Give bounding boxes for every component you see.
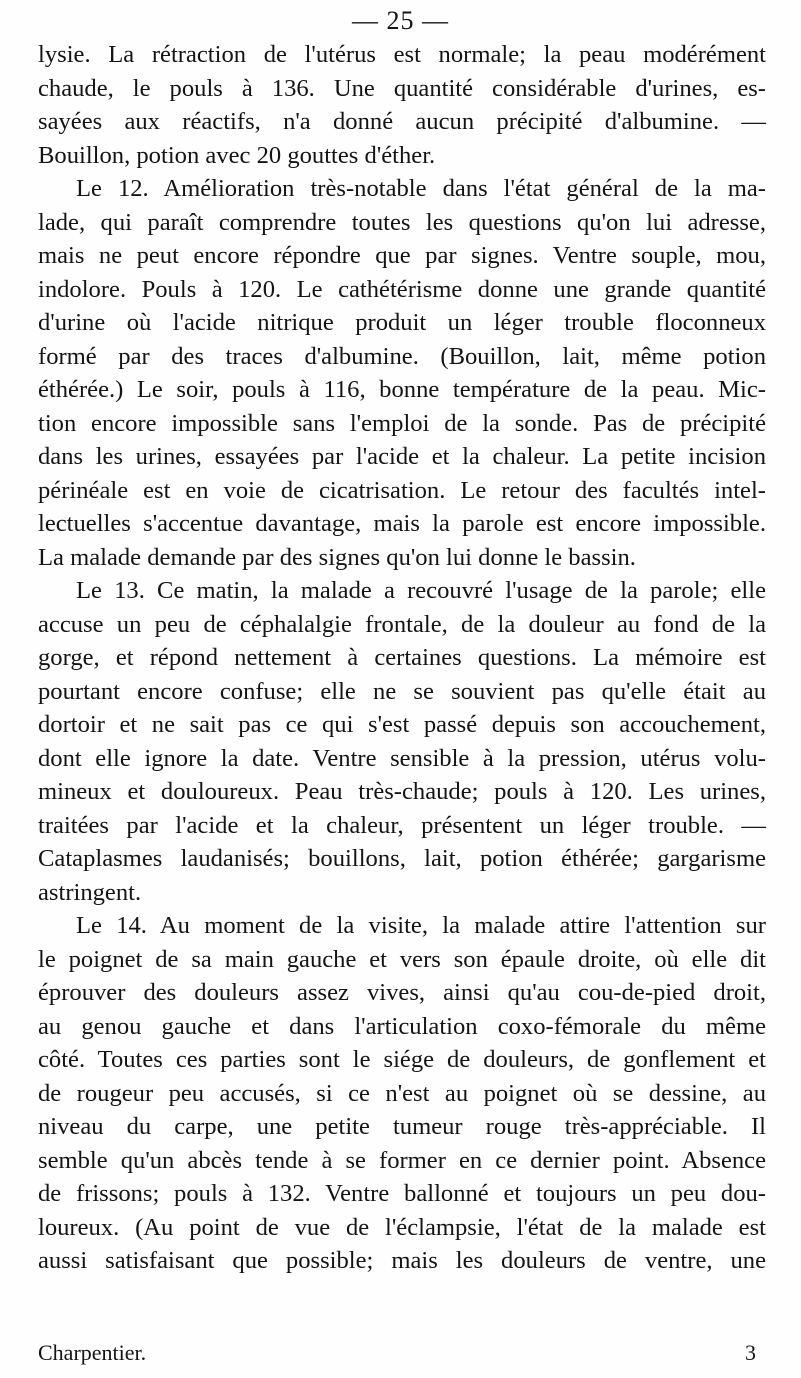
text-line: Bouillon, potion avec 20 gouttes d'éther. [38, 141, 436, 169]
text-line: niveau du carpe, une petite tumeur rouge très-appréciable. Il [38, 1113, 766, 1140]
text-line: lysie. La rétraction de l'utérus est normale; la peau modérément [38, 41, 766, 68]
text-line: aussi satisfaisant que possible; mais les douleurs de ventre, une [38, 1247, 766, 1274]
text-line: pourtant encore confuse; elle ne se souvient pas qu'elle était au [38, 677, 766, 705]
sheet-number: 3 [745, 1340, 756, 1365]
text-line: lectuelles s'accentue davantage, mais la parole est encore impossible. [38, 510, 766, 537]
text-line: dans les urines, essayées par l'acide et la chaleur. La petite incision [38, 443, 766, 470]
text-line: mineux et douloureux. Peau très-chaude; pouls à 120. Les urines, [38, 778, 766, 805]
text-line: astringent. [38, 878, 142, 906]
text-line: Le 13. Ce matin, la malade a recouvré l'usage de la parole; elle [76, 577, 766, 604]
signature-mark: Charpentier. [38, 1340, 147, 1365]
text-line: au genou gauche et dans l'articulation coxo-fémorale du même [38, 1012, 766, 1040]
page-footer [38, 1338, 766, 1368]
text-line: dortoir et ne sait pas ce qui s'est passé depuis son accouchement, [38, 711, 766, 738]
body-text [38, 38, 766, 1278]
text-line: Le 12. Amélioration très-notable dans l'état général de la ma- [76, 175, 766, 202]
text-line: sayées aux réactifs, n'a donné aucun précipité d'albumine. — [38, 108, 766, 135]
text-line: indolore. Pouls à 120. Le cathétérisme donne une grande quantité [38, 275, 766, 303]
text-line: côté. Toutes ces parties sont le siége de douleurs, de gonflement et [38, 1046, 766, 1073]
text-line: formé par des traces d'albumine. (Bouillon, lait, même potion [38, 342, 766, 370]
text-line: de rougeur peu accusés, si ce n'est au poignet où se dessine, au [38, 1079, 766, 1107]
text-line: chaude, le pouls à 136. Une quantité considérable d'urines, es- [38, 74, 766, 102]
text-line: Le 14. Au moment de la visite, la malade attire l'attention sur [76, 912, 766, 939]
text-line: gorge, et répond nettement à certaines questions. La mémoire est [38, 644, 766, 671]
text-line: lade, qui paraît comprendre toutes les questions qu'on lui adresse, [38, 208, 766, 236]
text-line: Cataplasmes laudanisés; bouillons, lait, potion éthérée; gargarisme [38, 845, 766, 872]
text-line: loureux. (Au point de vue de l'éclampsie, l'état de la malade est [38, 1213, 766, 1241]
text-line: le poignet de sa main gauche et vers son épaule droite, où elle dit [38, 945, 766, 973]
text-line: d'urine où l'acide nitrique produit un léger trouble floconneux [38, 309, 766, 336]
page-number: — 25 — [352, 6, 449, 35]
text-line: périnéale est en voie de cicatrisation. Le retour des facultés intel- [38, 476, 766, 504]
text-line: La malade demande par des signes qu'on lui donne le bassin. [38, 543, 636, 571]
text-line: semble qu'un abcès tende à se former en ce dernier point. Absence [38, 1146, 766, 1174]
text-line: de frissons; pouls à 132. Ventre ballonné et toujours un peu dou- [38, 1180, 766, 1207]
text-line: accuse un peu de céphalalgie frontale, de la douleur au fond de la [38, 610, 766, 638]
text-line: traitées par l'acide et la chaleur, présentent un léger trouble. — [38, 811, 766, 839]
text-line: éthérée.) Le soir, pouls à 116, bonne température de la peau. Mic- [38, 376, 766, 403]
text-line: éprouver des douleurs assez vives, ainsi qu'au cou-de-pied droit, [38, 979, 766, 1006]
text-line: tion encore impossible sans l'emploi de la sonde. Pas de précipité [38, 409, 766, 437]
text-line: dont elle ignore la date. Ventre sensible à la pression, utérus volu- [38, 744, 766, 772]
text-line: mais ne peut encore répondre que par signes. Ventre souple, mou, [38, 242, 766, 269]
